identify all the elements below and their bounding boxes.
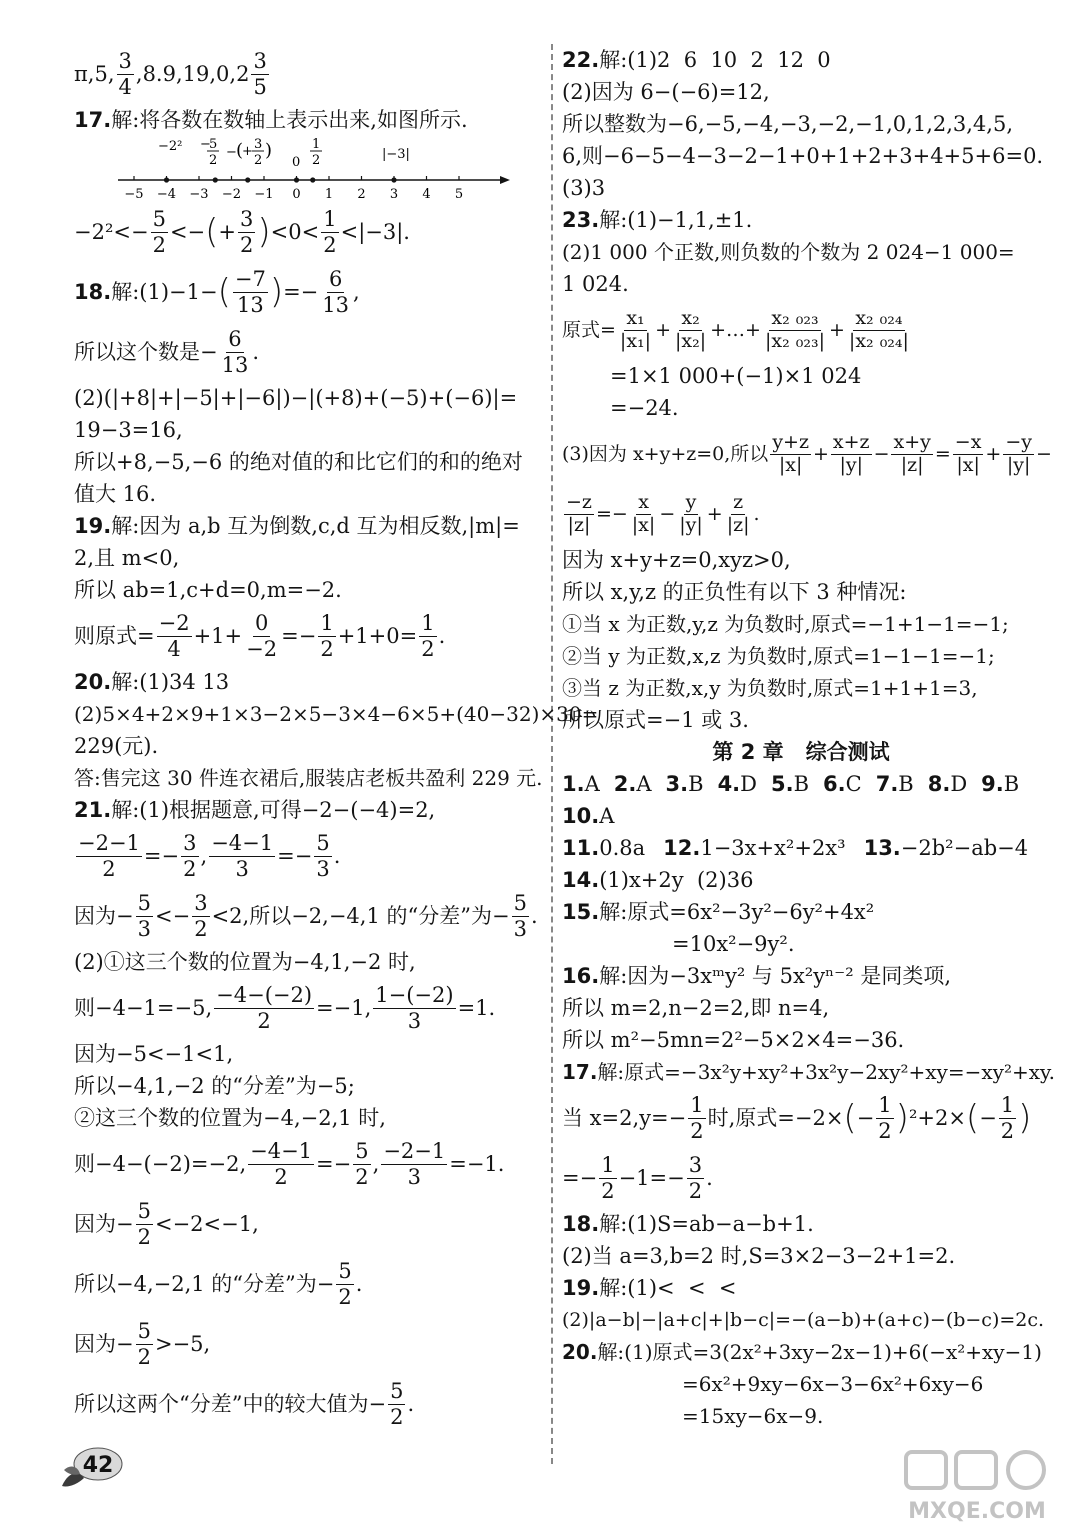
q22-line-4: 6,则−6−5−4−3−2−1+0+1+2+3+4+5+6=0. [562, 144, 1044, 168]
q23-line-2 [562, 236, 1040, 268]
text: 答:售完这 30 件连衣裙后,服装店老板共盈利 229 元. [74, 766, 543, 790]
question-number: 17. [562, 1060, 598, 1084]
label-plus: + [242, 144, 253, 159]
q22-line-1 [562, 44, 1040, 76]
text: +…+ [710, 319, 761, 341]
text: , [353, 280, 360, 304]
text: ②当 y 为正数,x,z 为负数时,原式=1−1−1=−1; [562, 644, 995, 668]
text: + [829, 319, 845, 341]
text: . [438, 624, 446, 648]
label-1-2-den: 2 [312, 153, 321, 168]
text: − [873, 443, 890, 465]
fraction: $\frac{1}{2}$ [878, 1093, 892, 1143]
q16-answer-line [74, 44, 542, 104]
text: 解:(1)−1− [111, 280, 218, 304]
fraction: $\frac{1}{2}$ [1000, 1093, 1015, 1143]
q18-line-1 [562, 1208, 1040, 1240]
text: =1×1 000+(−1)×1 024 [610, 364, 862, 388]
q23-line-7 [562, 424, 1052, 484]
tick-label: 0 [292, 187, 301, 202]
fraction: $\frac{6}{13}$ [322, 267, 350, 317]
mc-number: 8. [927, 772, 951, 796]
q23-line-9: 因为 x+y+z=0,xyz>0, [562, 548, 791, 572]
fraction: $\frac{1}{2}$ [690, 1093, 704, 1143]
q17-line-3 [562, 1148, 1040, 1208]
fraction: $\frac{5}{2}$ [152, 207, 166, 257]
answer: A [599, 804, 615, 828]
mc-answer: D [740, 772, 757, 796]
fraction: $\frac{\text{x₂ ₀₂₃}}{\text{|x₂ ₀₂₃|}}$ [764, 306, 825, 352]
q23-line-13 [562, 672, 1040, 704]
mc-answer: B [898, 772, 914, 796]
q19-line-4 [74, 606, 542, 666]
mc-answer: B [688, 772, 704, 796]
tick-label: −5 [124, 187, 144, 202]
q23-line-4 [562, 300, 1040, 360]
tick-label: −2 [221, 187, 242, 202]
text: +1+ [193, 624, 243, 648]
mc-number: 3. [665, 772, 689, 796]
question-number: 19. [74, 514, 112, 538]
fraction: $\frac{1}{2}$ [421, 611, 435, 661]
q22-line-2: (2)因为 6−(−6)=12, [562, 80, 770, 104]
q21-line-2 [74, 826, 542, 886]
text: 则−4−1=−5, [74, 996, 213, 1020]
question-number: 20. [562, 1340, 598, 1364]
text: ③当 z 为正数,x,y 为负数时,原式=1+1+1=3, [562, 676, 978, 700]
watermark-icon [902, 1448, 1052, 1526]
q22-line-5: (3)3 [562, 176, 606, 200]
q18-line-5: 所以+8,−5,−6 的绝对值的和比它们的和的绝对 [74, 450, 523, 474]
text: =− [143, 844, 180, 868]
text: =15xy−6x−9. [682, 1404, 824, 1428]
label-3-2-num: 3 [254, 137, 263, 152]
q20-line-4 [74, 762, 542, 794]
paren-close: ) [265, 140, 273, 161]
mc-answer: B [1003, 772, 1020, 796]
q18-line-2: (2)当 a=3,b=2 时,S=3×2−3−2+1=2. [562, 1244, 956, 1268]
plotted-point [294, 177, 299, 182]
text: . [530, 904, 538, 928]
fraction: $\frac{-2-1}{3}$ [383, 1139, 446, 1189]
text: π,5, [74, 62, 115, 86]
fraction: $\frac{5}{2}$ [338, 1259, 352, 1309]
watermark-text: MXQE.COM [908, 1499, 1046, 1524]
tick-label: −4 [156, 187, 177, 202]
q20-line-2 [562, 1368, 1040, 1400]
text: =10x²−9y². [672, 932, 795, 956]
q17-line-2: 当 x=2,y=− $\frac{1}{2}$ 时,原式=−2× ( − $\frac{1}{2}$ ) ²+2× ( − $\frac{1}{2}$ ) [562, 1093, 1032, 1143]
label-neg-5-2-den: 2 [209, 153, 218, 168]
text: . [333, 844, 341, 868]
tick-label: 5 [454, 187, 464, 202]
text: − [1036, 443, 1052, 465]
text: 解:原式=6x²−3y²−6y²+4x² [599, 900, 875, 924]
label-zero: 0 [292, 155, 301, 170]
fraction: $\frac{6}{13}$ [221, 327, 249, 377]
text: 解:原式=−3x²y+xy²+3x²y−2xy²+xy=−xy²+xy. [597, 1060, 1056, 1084]
leaf-decoration-icon [58, 1442, 124, 1492]
text: 当 x=2,y=− [562, 1106, 687, 1130]
question-number: 18. [562, 1212, 600, 1236]
fraction: $\frac{5}{2}$ [137, 1199, 151, 1249]
mc-number: 7. [875, 772, 899, 796]
q23-line-14: 所以原式=−1 或 3. [562, 708, 749, 732]
question-number: 19. [562, 1276, 600, 1300]
q23-line-5 [562, 360, 1040, 392]
text: 所以这个数是− [74, 340, 218, 364]
question-number: 17. [74, 108, 112, 132]
q15-line-1 [562, 896, 1040, 928]
fraction: $\frac{1-(-2)}{3}$ [375, 983, 454, 1033]
fraction: $\frac{1}{2}$ [320, 611, 334, 661]
text: = [934, 443, 951, 465]
fraction: $\frac{5}{3}$ [137, 891, 151, 941]
mc-number: 9. [981, 772, 1004, 796]
text: 时,原式=−2× [707, 1106, 844, 1130]
text: (2)1 000 个正数,则负数的个数为 2 024−1 000= [562, 240, 1015, 264]
text: =− [281, 624, 317, 648]
fraction: $\frac{x}{|x|}$ [631, 490, 656, 536]
paren-open: ( [205, 212, 219, 252]
mc-number: 5. [771, 772, 794, 796]
paren-open: ( [965, 1098, 980, 1138]
text: 则原式= [74, 624, 155, 648]
text: <− [154, 904, 191, 928]
q21-line-10 [74, 1194, 542, 1254]
text: =1. [457, 996, 496, 1020]
fraction: $\frac{5}{3}$ [316, 831, 330, 881]
fraction: $\frac{5}{2}$ [390, 1379, 404, 1429]
text: 则−4−(−2)=−2, [74, 1152, 247, 1176]
fraction: $\frac{-y}{|y|}$ [1005, 430, 1032, 476]
mc-answer: A [584, 772, 600, 796]
text: , [200, 844, 208, 868]
paren-open: ( [217, 272, 231, 312]
text: + [655, 319, 671, 341]
question-number: 21. [74, 798, 112, 822]
label-neg-2-squared: −2² [158, 139, 183, 154]
question-number: 12. [663, 836, 701, 860]
q20-line-1 [562, 1336, 1040, 1368]
q16-line-2: 所以 m=2,n−2=2,即 n=4, [562, 996, 830, 1020]
tick-label: −3 [189, 187, 209, 202]
q23-line-12 [562, 640, 1040, 672]
fraction: $\frac{-z}{|z|}$ [566, 490, 592, 536]
q16-line-1 [562, 960, 1040, 992]
q23-line-1 [562, 204, 1040, 236]
text: . [706, 1166, 713, 1190]
paren-open: ( [843, 1098, 857, 1138]
text: 解:(1)34 13 [111, 670, 230, 694]
tick-label: −1 [254, 187, 274, 202]
q22-line-3: 所以整数为−6,−5,−4,−3,−2,−1,0,1,2,3,4,5, [562, 112, 1014, 136]
text: =−1, [316, 996, 372, 1020]
text: (2)5×4+2×9+1×3−2×5−3×4−6×5+(40−32)×30= [74, 702, 599, 726]
text: =− [316, 1152, 352, 1176]
text: ,8.9,19,0,2 [135, 62, 250, 86]
mc-answer: D [950, 772, 968, 796]
question-number: 13. [863, 836, 901, 860]
mc-answer: B [793, 772, 810, 796]
q21-line-13 [74, 1374, 542, 1434]
q17-header [74, 104, 542, 136]
q18-line-4: 19−3=16, [74, 418, 183, 442]
q21-line-6: 因为−5<−1<1, [74, 1042, 234, 1066]
mc-answers-row [562, 768, 1040, 800]
fraction: $\frac{3}{2}$ [240, 207, 254, 257]
text: =− [277, 844, 313, 868]
text: <0< [270, 220, 320, 244]
question-number: 22. [562, 48, 600, 72]
text: + [812, 443, 829, 465]
axis-arrow [500, 176, 510, 184]
tick-label: 4 [422, 187, 431, 202]
text: 解:(1)原式=3(2x²+3xy−2x−1)+6(−x²+xy−1) [597, 1340, 1042, 1364]
text: =− [595, 503, 628, 525]
q21-line-7: 所以−4,1,−2 的“分差”为−5; [74, 1074, 355, 1098]
paren-close: ) [1018, 1098, 1032, 1138]
q19-line-1 [74, 510, 542, 542]
question-number: 23. [562, 208, 600, 232]
fraction: $\frac{5}{2}$ [137, 1319, 151, 1369]
text: . [753, 503, 760, 525]
text: <− [169, 220, 206, 244]
watermark-logo [902, 1448, 1052, 1526]
text: >−5, [154, 1332, 211, 1356]
q14-line [562, 864, 1040, 896]
q23-line-10: 所以 x,y,z 的正负性有以下 3 种情况: [562, 580, 907, 604]
text: 原式= [562, 319, 616, 341]
fraction: $\frac{-2-1}{2}$ [78, 831, 140, 881]
text: (2)|a−b|−|a+c|+|b−c|=−(a−b)+(a+c)−(b−c)=2c. [562, 1309, 1045, 1331]
mc-number: 2. [613, 772, 637, 796]
text: 因为− [74, 904, 134, 928]
text: =6x²+9xy−6x−3−6x²+6xy−6 [682, 1372, 984, 1396]
text: −1=− [618, 1166, 685, 1190]
text: =−24. [610, 396, 679, 420]
mc-answer-10 [562, 800, 1040, 832]
q18-line-3: (2)(|+8|+|−5|+|−6|)−|(+8)+(−5)+(−6)|= [74, 386, 518, 410]
text: −2²<− [74, 220, 149, 244]
right-column [562, 44, 1056, 1432]
text: 因为− [74, 1212, 134, 1236]
text: 解:(1)< < < [599, 1276, 737, 1300]
chapter-title: 第 2 章 综合测试 [712, 740, 890, 764]
question-number: 20. [74, 670, 112, 694]
q20-line-3 [562, 1400, 1040, 1432]
q21-line-5 [74, 978, 542, 1038]
text: <2,所以−2,−4,1 的“分差”为− [211, 904, 510, 928]
fill-answers-11-13 [562, 832, 1040, 864]
fraction: $\frac{3}{2}$ [183, 831, 197, 881]
paren-open: ( [236, 140, 244, 161]
tick-label: 1 [324, 187, 334, 202]
text: , [372, 1152, 380, 1176]
question-number: 11. [562, 836, 600, 860]
tick-label: 3 [389, 187, 399, 202]
text: 所以这两个“分差”中的较大值为− [74, 1392, 387, 1416]
q18-line-2 [74, 322, 542, 382]
fraction: $\frac{5}{2}$ [355, 1139, 369, 1189]
q21-line-4: (2)①这三个数的位置为−4,1,−2 时, [74, 950, 416, 974]
q19-line-2 [562, 1304, 1045, 1336]
q21-line-1 [74, 794, 542, 826]
text: + [706, 503, 723, 525]
fraction: $\frac{5}{3}$ [513, 891, 527, 941]
fraction: $\frac{3}{2}$ [194, 891, 208, 941]
q18-line-1 [74, 262, 542, 322]
label-neg-plus-sign: − [226, 145, 237, 160]
q21-line-9 [74, 1134, 542, 1194]
text: (3)因为 x+y+z=0,所以 [562, 443, 769, 465]
mc-answer: C [845, 772, 862, 796]
q20-line-2 [74, 698, 599, 730]
plotted-point [391, 177, 396, 182]
q21-line-8: ②这三个数的位置为−4,−2,1 时, [74, 1106, 386, 1130]
text: . [252, 340, 260, 364]
text: 解:将各数在数轴上表示出来,如图所示. [111, 108, 468, 132]
text: 解:(1)根据题意,可得−2−(−4)=2, [111, 798, 436, 822]
tick-label: 2 [357, 187, 366, 202]
text: 解:因为 a,b 互为倒数,c,d 互为相反数,|m|= [111, 514, 520, 538]
fraction: $\frac{y+z}{|x|}$ [772, 430, 809, 476]
text: + [985, 443, 1002, 465]
answer: (1)x+2y (2)36 [599, 868, 754, 892]
text: +1+0= [337, 624, 418, 648]
fraction: $\frac{x+z}{|y|}$ [832, 430, 870, 476]
label-3-2-den: 2 [254, 153, 263, 168]
label-abs-neg-3: |−3| [382, 147, 410, 162]
answer: 1−3x+x²+2x³ [700, 836, 846, 860]
text: . [407, 1392, 415, 1416]
plotted-point [164, 177, 169, 182]
q23-line-8 [562, 484, 1040, 544]
label-neg-5-2-sign: − [200, 137, 211, 152]
fraction: $\frac{1}{2}$ [601, 1153, 615, 1203]
fraction: $\frac{1}{2}$ [323, 207, 337, 257]
mc-number: 4. [717, 772, 741, 796]
fraction: $\frac{x+y}{|z|}$ [893, 430, 931, 476]
question-number: 15. [562, 900, 600, 924]
fraction: $\frac{3}{4}$ [118, 49, 132, 99]
q20-line-1 [74, 666, 542, 698]
fraction: $\frac{0}{-2}$ [246, 611, 278, 661]
question-number: 14. [562, 868, 600, 892]
q16-line-3: 所以 m²−5mn=2²−5×2×4=−36. [562, 1028, 905, 1052]
plotted-point [310, 177, 315, 182]
text: =−1. [449, 1152, 505, 1176]
mc-number: 1. [562, 772, 585, 796]
fraction: $\frac{\text{x₂ ₀₂₄}}{\text{|x₂ ₀₂₄|}}$ [848, 306, 909, 352]
number-line-svg [114, 136, 514, 202]
q17-line-1 [562, 1056, 1056, 1088]
text: + [218, 220, 237, 244]
fraction: $\frac{3}{2}$ [688, 1153, 703, 1203]
q17-answer-line [74, 202, 542, 262]
fraction: $\frac{-7}{13}$ [234, 267, 266, 317]
fraction: $\frac{y}{|y|}$ [679, 490, 703, 536]
text: =− [283, 280, 319, 304]
text: 解:(1)S=ab−a−b+1. [599, 1212, 814, 1236]
fraction: $\frac{-2}{4}$ [158, 611, 190, 661]
fraction: $\frac{-4-(-2)}{2}$ [216, 983, 313, 1033]
q21-line-12 [74, 1314, 542, 1374]
q19-line-3: 所以 ab=1,c+d=0,m=−2. [74, 578, 342, 602]
page-number-badge [58, 1442, 124, 1492]
column-divider [551, 44, 553, 1464]
q20-line-3: 229(元). [74, 734, 159, 758]
text: 解:因为−3xᵐy² 与 5x²yⁿ⁻² 是同类项, [599, 964, 952, 988]
answer: 0.8a [599, 836, 646, 860]
text: <|−3|. [340, 220, 410, 244]
fraction: $\frac{z}{|z|}$ [726, 490, 750, 536]
text: <−2<−1, [154, 1212, 259, 1236]
plotted-point [245, 177, 250, 182]
question-number: 16. [562, 964, 600, 988]
q23-line-6 [562, 392, 1040, 424]
plotted-point [213, 177, 218, 182]
fraction: $\frac{-4-1}{2}$ [250, 1139, 313, 1189]
mc-number: 6. [823, 772, 846, 796]
fraction: $\frac{-4-1}{3}$ [211, 831, 274, 881]
fraction: $\frac{\text{x₂}}{\text{|x₂|}}$ [674, 306, 707, 352]
text: =− [562, 1166, 598, 1190]
q21-line-11 [74, 1254, 542, 1314]
q21-line-3 [74, 886, 542, 946]
q23-line-3: 1 024. [562, 272, 629, 296]
label-neg-5-2-num: 5 [209, 137, 218, 152]
text: ①当 x 为正数,y,z 为负数时,原式=−1+1−1=−1; [562, 612, 1009, 636]
text: 所以−4,−2,1 的“分差”为− [74, 1272, 335, 1296]
question-number: 18. [74, 280, 112, 304]
paren-close: ) [257, 212, 271, 252]
text: − [659, 503, 676, 525]
fraction: $\frac{-x}{|x|}$ [954, 430, 982, 476]
q18-line-6: 值大 16. [74, 482, 157, 506]
label-1-2-num: 1 [312, 137, 321, 152]
text: ²+2× [908, 1106, 966, 1130]
q19-line-2: 2,且 m<0, [74, 546, 180, 570]
answer: −2b²−ab−4 [900, 836, 1029, 860]
fraction: $\frac{3}{5}$ [253, 49, 267, 99]
q19-line-1 [562, 1272, 1040, 1304]
text: . [355, 1272, 363, 1296]
text: 因为− [74, 1332, 134, 1356]
q15-line-2 [562, 928, 1040, 960]
fraction: $\frac{\text{x₁}}{\text{|x₁|}}$ [619, 306, 652, 352]
paren-close: ) [895, 1098, 909, 1138]
text: 解:(1)−1,1,±1. [599, 208, 753, 232]
number-line-figure [74, 136, 542, 202]
question-number: 10. [562, 804, 600, 828]
paren-close: ) [269, 272, 284, 312]
text: 解:(1)2 6 10 2 12 0 [599, 48, 831, 72]
mc-answer: A [636, 772, 652, 796]
page-number: 42 [82, 1453, 114, 1478]
q23-line-11 [562, 608, 1040, 640]
